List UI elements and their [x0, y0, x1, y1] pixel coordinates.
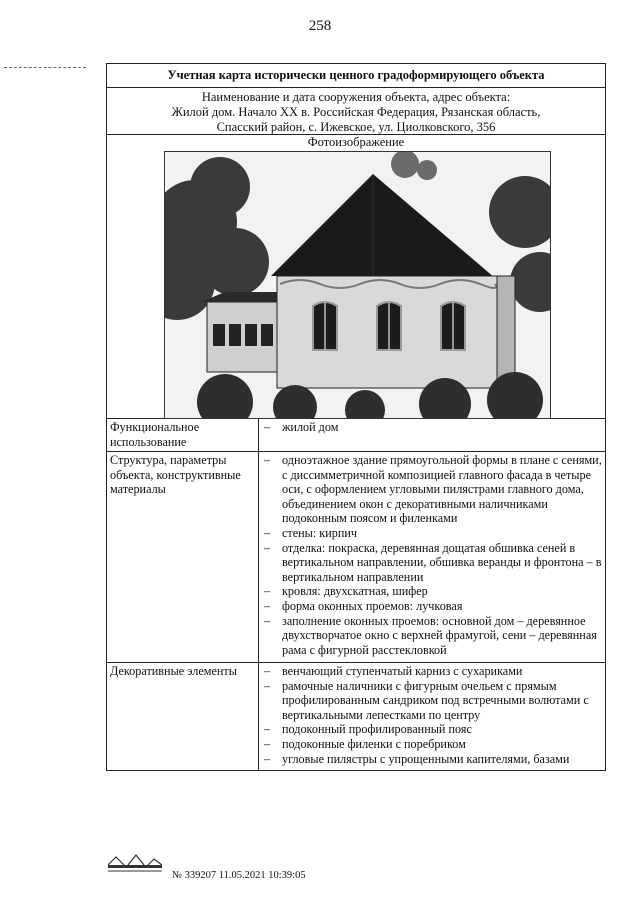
row-label: Структура, параметры объекта, конструктивные материалы [107, 452, 259, 662]
row-values [259, 452, 605, 662]
address-line-3: Спасский район, с. Ижевское, ул. Циолковского, 356 [216, 120, 496, 134]
row-label: Декоративные элементы [107, 663, 259, 770]
footer-logo [106, 851, 164, 873]
page-number: 258 [308, 18, 332, 34]
list-item: – заполнение оконных проемов: основной дом – деревянное двухстворчатое окно с верхней фрамугой, сени – деревянная рама с фигурной расстекловкой [263, 614, 602, 658]
list-item: – жилой дом [263, 420, 602, 435]
list-item: – угловые пилястры с упрощенными капителями, базами [263, 752, 602, 767]
list-item: – форма оконных проемов: лучковая [263, 599, 602, 614]
photo-caption: Фотоизображение [307, 135, 405, 149]
address-line-2: Жилой дом. Начало XX в. Российская Федерация, Рязанская область, [171, 105, 541, 119]
card-title: Учетная карта исторически ценного градоформирующего объекта [107, 64, 605, 88]
record-card [106, 63, 606, 771]
photo-section [107, 135, 605, 419]
list-item: – стены: кирпич [263, 526, 602, 541]
row-label: Функциональное использование [107, 419, 259, 451]
row-values [259, 663, 605, 770]
row-values [259, 419, 605, 451]
list-item: – подоконные филенки с поребриком [263, 737, 602, 752]
margin-marks [4, 67, 86, 72]
list-item: – одноэтажное здание прямоугольной формы в плане с сенями, с диссимметричной композицией главного фасада в четыре оси, с оформлением угловыми пилястрами главного дома, объединением окон с декоративными наличниками подоконным поясом и филенками [263, 453, 602, 526]
object-address [107, 88, 605, 135]
list-item: – рамочные наличники с фигурным очельем с прямым профилированным сандриком под встречными волютами с вертикальными лепестками по центру [263, 679, 602, 723]
list-item: – венчающий ступенчатый карниз с сухариками [263, 664, 602, 679]
address-line-1: Наименование и дата сооружения объекта, адрес объекта: [201, 90, 511, 104]
row-decorative [107, 663, 605, 770]
document-number: № 339207 11.05.2021 10:39:05 [172, 870, 306, 881]
list-item: – отделка: покраска, деревянная дощатая обшивка сеней в вертикальном направлении, обшивка веранды и фронтона – в вертикальном направлении [263, 541, 602, 585]
list-item: – кровля: двухскатная, шифер [263, 584, 602, 599]
list-item: – подоконный профилированный пояс [263, 722, 602, 737]
row-functional-use [107, 419, 605, 452]
row-structure [107, 452, 605, 663]
house-photo [164, 151, 551, 419]
